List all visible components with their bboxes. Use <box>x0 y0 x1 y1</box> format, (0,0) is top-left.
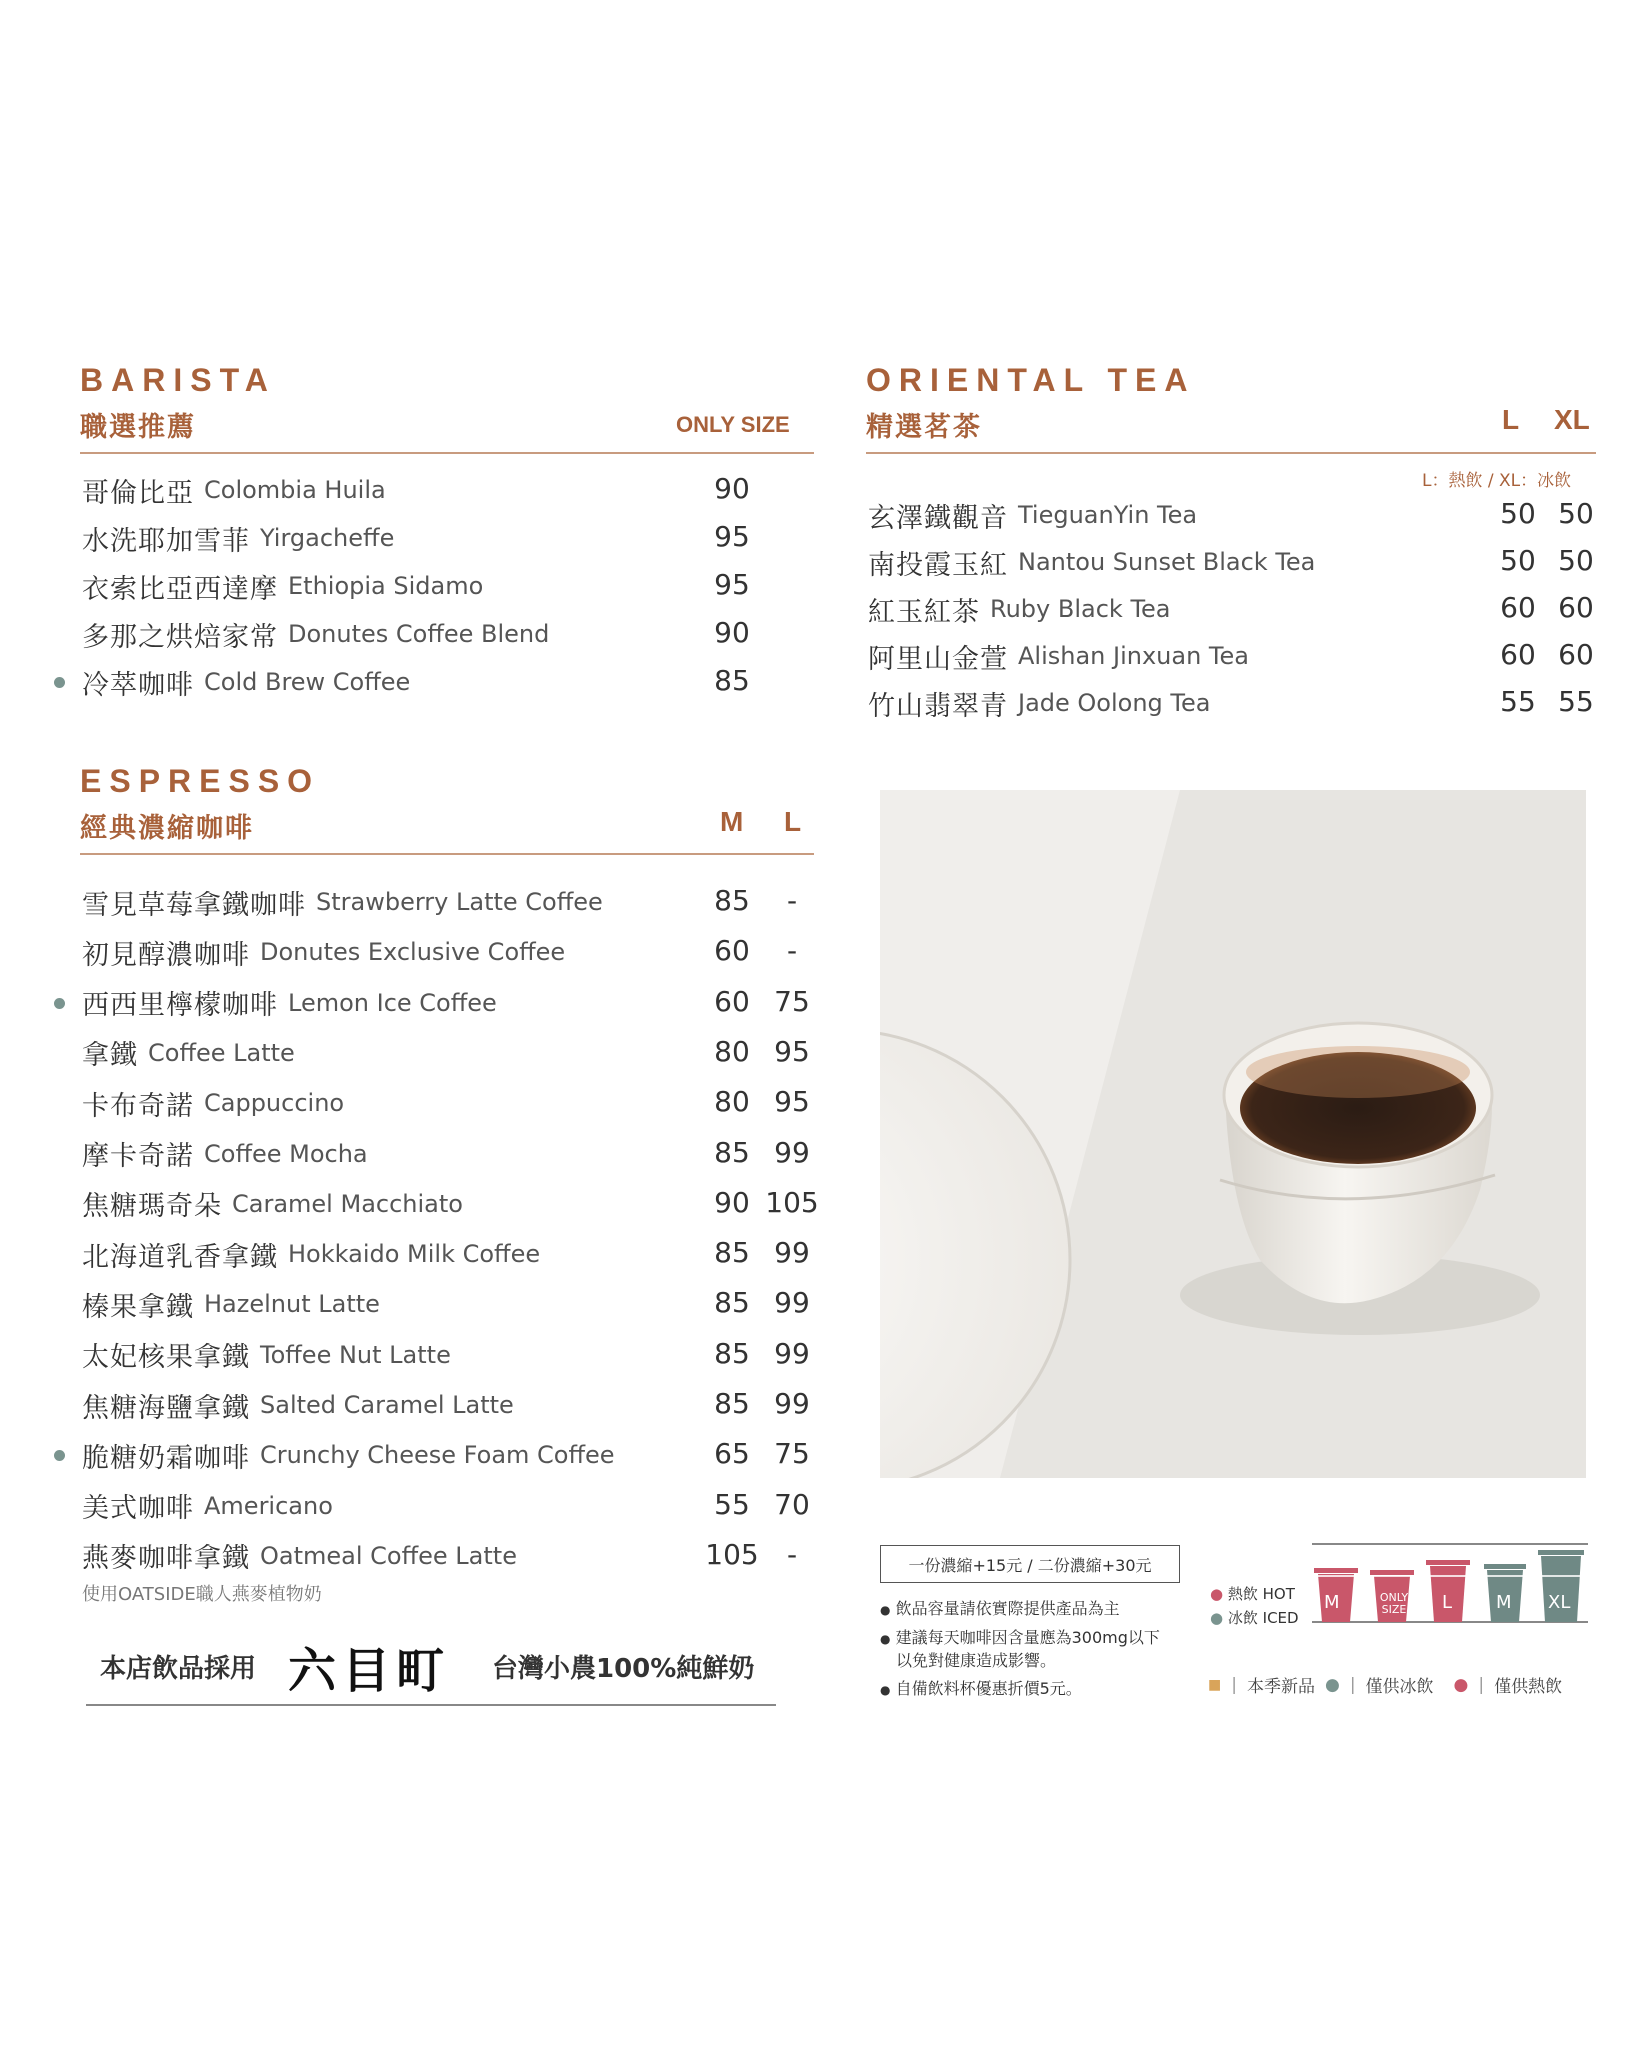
espresso-col-l: L <box>784 806 802 837</box>
milk-brand-logo: 六目町 <box>288 1643 451 1699</box>
menu-item-name-zh: 西西里檸檬咖啡 <box>82 990 278 1022</box>
iced-only-dot-icon: ● <box>1324 1674 1340 1695</box>
menu-item-price-m: 85 <box>714 1135 750 1169</box>
tea-divider <box>866 452 1596 454</box>
note-bullet-1: ● 飲品容量請依實際提供產品為主 <box>880 1599 1120 1618</box>
legend-sep-3: | <box>1478 1674 1485 1695</box>
menu-item-name-zh: 脆糖奶霜咖啡 <box>82 1442 250 1474</box>
menu-item-price-l: 99 <box>774 1236 810 1270</box>
menu-item-name-zh: 初見醇濃咖啡 <box>82 939 250 971</box>
menu-item-name-zh: 玄澤鐵觀音 <box>868 502 1008 534</box>
menu-item-price-m: 55 <box>714 1487 750 1521</box>
menu-item-price-xl: 60 <box>1558 638 1594 671</box>
menu-item-name-en: Nantou Sunset Black Tea <box>1018 548 1316 576</box>
cup-label-l-hot: L <box>1442 1592 1453 1613</box>
menu-item <box>82 564 483 608</box>
menu-item-name-zh: 水洗耶加雪菲 <box>82 525 250 557</box>
menu-item-name-en: Jade Oolong Tea <box>1018 689 1211 717</box>
menu-item <box>82 1484 333 1528</box>
menu-item-name-zh: 多那之烘焙家常 <box>82 621 278 653</box>
menu-item-name-en: Hokkaido Milk Coffee <box>288 1240 541 1269</box>
tea-col-xl: XL <box>1554 404 1590 435</box>
new-item-icon: ■ <box>1208 1676 1222 1693</box>
menu-item <box>82 660 410 704</box>
menu-item-name-en: Americano <box>204 1491 333 1520</box>
menu-item-name-en: Oatmeal Coffee Latte <box>260 1541 517 1570</box>
espresso-title-zh: 經典濃縮咖啡 <box>80 813 254 844</box>
menu-item-price-l: 95 <box>774 1034 810 1068</box>
menu-item <box>868 587 1171 631</box>
menu-item <box>82 1433 615 1477</box>
menu-item-price-m: 65 <box>714 1437 750 1471</box>
menu-item-price-l: 50 <box>1500 544 1536 577</box>
menu-item-price-l: 99 <box>774 1387 810 1420</box>
menu-item <box>82 1182 463 1226</box>
cup-label-m-iced: M <box>1496 1592 1512 1613</box>
iced-only-dot-icon <box>54 998 65 1009</box>
menu-item-price-price: 90 <box>714 472 750 505</box>
menu-item <box>82 612 549 656</box>
menu-item <box>82 1031 295 1075</box>
tea-col-l: L <box>1502 404 1520 435</box>
menu-item-price-m: 80 <box>714 1085 750 1119</box>
menu-item-name-en: Hazelnut Latte <box>204 1290 380 1319</box>
barista-col-label: ONLY SIZE <box>676 412 790 437</box>
milk-banner-prefix: 本店飲品採用 <box>100 1654 257 1684</box>
note-bullet-2: ● 建議每天咖啡因含量應為300mg以下 <box>880 1628 1160 1647</box>
menu-item <box>868 681 1210 725</box>
menu-item-price-l: 70 <box>774 1487 810 1521</box>
menu-item-name-en: Coffee Mocha <box>204 1139 368 1168</box>
menu-item-price-l: 60 <box>1500 638 1536 671</box>
menu-item-name-zh: 竹山翡翠青 <box>868 690 1008 722</box>
menu-item <box>82 468 386 512</box>
iced-only-dot-icon <box>54 1450 65 1461</box>
milk-banner-suffix: 台灣小農100%純鮮奶 <box>492 1654 755 1684</box>
menu-item <box>82 1232 540 1276</box>
menu-item-name-zh: 哥倫比亞 <box>82 477 194 509</box>
menu-item-name-zh: 阿里山金萱 <box>868 643 1008 675</box>
menu-item-name-zh: 拿鐵 <box>82 1040 138 1072</box>
tea-title-zh: 精選茗茶 <box>866 412 982 443</box>
menu-item <box>82 1282 380 1326</box>
menu-item-name-en: Ethiopia Sidamo <box>288 572 484 600</box>
cup-label-m: M <box>1324 1592 1340 1613</box>
menu-item-price-xl: 55 <box>1558 685 1594 718</box>
legend-iced: 僅供冰飲 <box>1365 1677 1434 1697</box>
menu-item-price-l: 50 <box>1500 497 1536 530</box>
menu-item-name-zh: 焦糖海鹽拿鐵 <box>82 1392 250 1424</box>
menu-item-price-l: 55 <box>1500 685 1536 718</box>
menu-item-name-en: Lemon Ice Coffee <box>288 988 497 1017</box>
menu-item-price-price: 95 <box>714 520 750 553</box>
menu-item-price-price: 85 <box>714 664 750 697</box>
menu-item-price-l: 95 <box>774 1085 810 1119</box>
menu-item-price-m: 85 <box>714 1236 750 1270</box>
menu-item-price-m: 60 <box>714 984 750 1018</box>
menu-item-price-l: 99 <box>774 1135 810 1169</box>
coffee-cup-illustration <box>880 790 1586 1478</box>
menu-item-name-zh: 南投霞玉紅 <box>868 549 1008 581</box>
menu-item-name-en: Yirgacheffe <box>260 524 395 552</box>
menu-item-name-en: Donutes Exclusive Coffee <box>260 938 566 967</box>
menu-item-name-en: Coffee Latte <box>148 1038 295 1067</box>
menu-item-price-m: 85 <box>714 884 750 917</box>
menu-item-price-xl: 60 <box>1558 591 1594 624</box>
legend-sep-2: | <box>1349 1674 1356 1695</box>
menu-item-price-m: 85 <box>714 1286 750 1320</box>
menu-item-name-en: Caramel Macchiato <box>232 1189 463 1218</box>
legend <box>1208 1672 1562 1697</box>
menu-item-name-zh: 美式咖啡 <box>82 1493 194 1525</box>
menu-item-price-l: 75 <box>774 1437 810 1471</box>
menu-item-name-zh: 冷萃咖啡 <box>82 669 194 701</box>
extra-shot-text: 一份濃縮+15元 / 二份濃縮+30元 <box>908 1555 1152 1575</box>
menu-item-name-zh: 雪見草莓拿鐵咖啡 <box>82 889 306 921</box>
menu-item <box>868 634 1249 678</box>
menu-item <box>82 981 497 1025</box>
tea-size-note: L：熱飲 / XL：冰飲 <box>1422 471 1572 491</box>
menu-item-name-zh: 榛果拿鐵 <box>82 1291 194 1323</box>
milk-banner-underline <box>86 1704 776 1706</box>
menu-item-price-price: 90 <box>714 616 750 649</box>
menu-item-name-zh: 北海道乳香拿鐵 <box>82 1241 278 1273</box>
menu-item <box>82 516 394 560</box>
menu-item-price-m: 90 <box>714 1185 750 1219</box>
menu-item-price-l: 105 <box>765 1185 819 1219</box>
espresso-title-en: ESPRESSO <box>80 763 321 799</box>
menu-item-name-zh: 衣索比亞西達摩 <box>82 573 278 605</box>
menu-item-name-zh: 焦糖瑪奇朵 <box>82 1191 222 1223</box>
menu-item-name-en: TieguanYin Tea <box>1018 501 1198 529</box>
note-bullet-3: ● 自備飲料杯優惠折價5元。 <box>880 1679 1082 1698</box>
menu-item-price-m: 80 <box>714 1034 750 1068</box>
hot-key: ● 熱飲 HOT <box>1210 1585 1295 1603</box>
iced-only-dot-icon <box>54 677 65 688</box>
menu-item-price-m: 105 <box>705 1537 759 1571</box>
menu-item-price-l: 75 <box>774 984 810 1018</box>
menu-item-name-en: Donutes Coffee Blend <box>288 620 550 648</box>
menu-item-price-m: 60 <box>714 934 750 968</box>
menu-item-price-l: - <box>786 884 798 917</box>
menu-item-name-en: Cold Brew Coffee <box>204 668 411 696</box>
iced-key: ● 冰飲 ICED <box>1210 1609 1299 1627</box>
menu-item-name-zh: 卡布奇諾 <box>82 1090 194 1122</box>
menu-item-name-zh: 摩卡奇諾 <box>82 1141 194 1172</box>
menu-item <box>82 1333 451 1377</box>
menu-item <box>82 1132 368 1176</box>
cup-size-chart <box>1312 1540 1588 1624</box>
note-bullet-2-cont: 以免對健康造成影響。 <box>896 1651 1057 1670</box>
menu-item-name-en: Colombia Huila <box>204 476 386 504</box>
cup-label-xl: XL <box>1548 1592 1571 1613</box>
hot-only-dot-icon: ● <box>1453 1674 1469 1695</box>
oat-note: 使用OATSIDE職人燕麥植物奶 <box>82 1584 322 1605</box>
menu-item-name-zh: 太妃核果拿鐵 <box>82 1342 250 1374</box>
notes-bullets <box>880 1598 1160 1701</box>
menu-item-name-en: Salted Caramel Latte <box>260 1391 514 1419</box>
menu-item-price-xl: 50 <box>1558 497 1594 530</box>
barista-divider <box>80 452 814 454</box>
menu-item <box>82 1534 517 1578</box>
menu-item-price-price: 95 <box>714 568 750 601</box>
menu-item-price-l: 60 <box>1500 591 1536 624</box>
menu-item <box>82 1383 514 1427</box>
menu-item-name-en: Strawberry Latte Coffee <box>316 888 603 916</box>
menu-item-price-l: 99 <box>774 1286 810 1320</box>
menu-item <box>868 493 1197 537</box>
hot-iced-key <box>1210 1582 1299 1630</box>
menu-item <box>82 880 603 924</box>
legend-sep-1: | <box>1231 1674 1237 1695</box>
legend-hot: 僅供熱飲 <box>1494 1677 1563 1697</box>
menu-item-price-l: - <box>786 1537 798 1571</box>
menu-item-name-en: Cappuccino <box>204 1089 345 1118</box>
menu-item-name-en: Alishan Jinxuan Tea <box>1018 642 1249 670</box>
extra-shot-box <box>880 1545 1180 1583</box>
menu-item-price-m: 85 <box>714 1336 750 1370</box>
menu-item <box>82 1081 344 1125</box>
coffee-cup-photo <box>880 790 1586 1478</box>
menu-item-price-xl: 50 <box>1558 544 1594 577</box>
menu-item-price-l: - <box>786 934 798 968</box>
menu-item <box>868 540 1315 584</box>
menu-item-price-m: 85 <box>714 1387 750 1420</box>
menu-item-name-en: Crunchy Cheese Foam Coffee <box>260 1441 615 1470</box>
menu-item-name-en: Ruby Black Tea <box>990 595 1171 623</box>
cup-label-only-size: ONLY SIZE <box>1379 1591 1409 1616</box>
barista-title-en: BARISTA <box>80 362 276 398</box>
espresso-col-m: M <box>720 806 744 837</box>
menu-item-name-zh: 紅玉紅茶 <box>868 596 980 628</box>
tea-title-en: ORIENTAL TEA <box>866 362 1196 398</box>
menu-item-name-en: Toffee Nut Latte <box>260 1340 451 1369</box>
menu-item-price-l: 99 <box>774 1336 810 1370</box>
espresso-divider <box>80 853 814 855</box>
menu-item-name-zh: 燕麥咖啡拿鐵 <box>82 1543 250 1575</box>
menu-item <box>82 930 565 974</box>
legend-new: 本季新品 <box>1246 1677 1315 1697</box>
barista-title-zh: 職選推薦 <box>80 412 196 443</box>
